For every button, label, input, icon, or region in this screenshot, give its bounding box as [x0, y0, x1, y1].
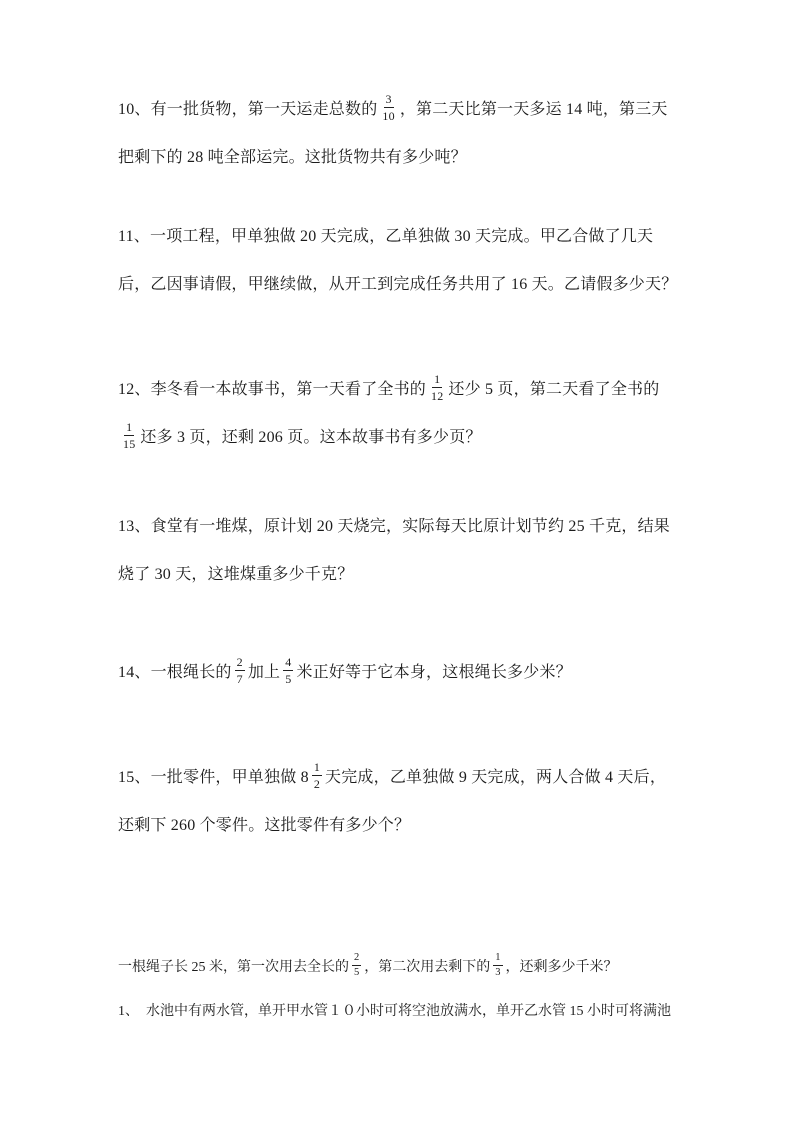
problem-rope — [118, 946, 680, 990]
problem-text: 食堂有一堆煤，原计划 20 天烧完，实际每天比原计划节约 25 千克，结果烧了 30 天，这堆煤重多少千克？ — [118, 518, 671, 583]
problem-number: 13、 — [118, 518, 151, 535]
problem-text: 水池中有两水管，单开甲水管１０小时可将空池放满水，单开乙水管 15 小时可将满池 — [132, 1004, 671, 1019]
problem-number: 10、 — [118, 101, 151, 118]
problem-10 — [118, 86, 680, 182]
problem-13 — [118, 503, 680, 599]
fraction: $\frac{3}{10}$ — [382, 92, 395, 124]
problem-text: 一根绳长的 $\frac{2}{7}$ 加上 $\frac{4}{5}$ 米正好等于它本身，这根绳长多少米？ — [150, 655, 572, 687]
fraction: $\frac{1}{15}$ — [123, 420, 136, 452]
problem-number: 11、 — [118, 228, 151, 245]
fraction: $\frac{4}{5}$ — [285, 655, 292, 687]
problem-text: 一项工程，甲单独做 20 天完成，乙单独做 30 天完成。甲乙合做了几天后，乙因事请假，甲继续做，从开工到完成任务共用了 16 天。乙请假多少天？ — [118, 228, 678, 293]
problem-text: 一批零件，甲单独做 8 $\frac{1}{2}$ 天完成，乙单独做 9 天完成，两人合做 4 天后，还剩下 260 个零件。这批零件有多少个？ — [118, 760, 667, 834]
problem-number: 14、 — [118, 664, 151, 681]
fraction: $\frac{2}{7}$ — [236, 655, 243, 687]
problem-text: 李冬看一本故事书，第一天看了全书的 $\frac{1}{12}$ 还少 5 页，第二天看了全书的 $\frac{1}{15}$ 还多 3 页，还剩 206 页。这本故事书有多少页？ — [123, 372, 660, 452]
fraction: $\frac{1}{12}$ — [431, 372, 444, 404]
problem-text: 一根绳子长 25 米，第一次用去全长的 $\frac{2}{5}$ ，第二次用去剩下的 $\frac{1}{3}$ ，还剩多少千米？ — [118, 952, 618, 979]
problem-number: 1、 — [118, 1004, 132, 1019]
fraction: $\frac{2}{5}$ — [354, 952, 360, 979]
problem-14 — [118, 649, 680, 697]
fraction: $\frac{1}{3}$ — [495, 952, 501, 979]
problem-text: 有一批货物，第一天运走总数的 $\frac{3}{10}$ ，第二天比第一天多运 14 吨，第三天把剩下的 28 吨全部运完。这批货物共有多少吨？ — [118, 92, 668, 166]
problem-11 — [118, 213, 680, 309]
problem-1-water — [118, 990, 680, 1034]
problem-12 — [118, 366, 680, 462]
fraction: $\frac{1}{2}$ — [313, 760, 321, 792]
problem-number: 15、 — [118, 769, 151, 786]
problem-number: 12、 — [118, 381, 151, 398]
problem-15 — [118, 754, 680, 850]
